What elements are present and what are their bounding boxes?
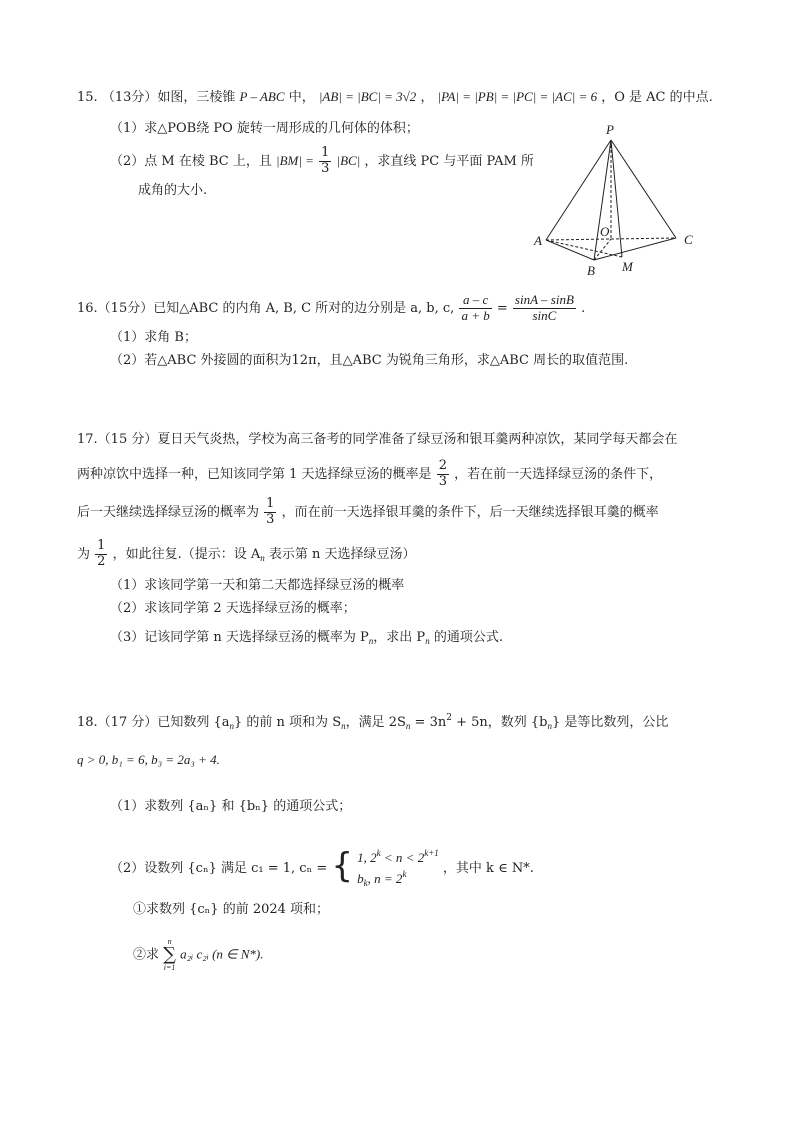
q16-fraction-left: $\frac{a - c}{a + b}$ — [461, 292, 490, 323]
q18-sub1: ①求数列 {cₙ} 的前 2024 项和； — [133, 902, 330, 917]
q15-part2-cont: 成角的大小. — [138, 183, 208, 198]
q15-eq1: |AB| = |BC| = 3√2 — [318, 89, 417, 104]
pyramid-figure — [526, 118, 726, 278]
q15-score: （13分）如图，三棱锥 — [101, 90, 236, 105]
label-A: A — [534, 233, 542, 248]
q15-part2: （2）点 M 在棱 BC 上，且 |BM| = $\frac{1}{3}$ |BC| ，求直线 PC 与平面 PAM 所 — [110, 145, 534, 176]
label-P: P — [606, 122, 614, 137]
q15-fraction: $\frac{1}{3}$ — [321, 145, 330, 176]
q17-line3: 后一天继续选择绿豆汤的概率为 $\frac{1}{3}$ ，而在前一天选择银耳羹的条件下，后一天继续选择银耳羹的概率 — [77, 496, 659, 527]
q17-part1: （1）求该同学第一天和第二天都选择绿豆汤的概率 — [110, 578, 405, 593]
q15-tail: ，O 是 AC 的中点. — [601, 90, 713, 105]
q17-part2: （2）求该同学第 2 天选择绿豆汤的概率； — [110, 601, 356, 616]
q18-part2: （2）设数列 {cₙ} 满足 c₁ = 1, cₙ = { 1, $2^k < n < 2^{k+1}$ $b_k$, $n = 2^k$ ，其中 k ∈ N*. — [110, 847, 534, 890]
q15-part1: （1）求△POB绕 PO 旋转一周形成的几何体的体积； — [110, 121, 419, 136]
q15-header: 15. （13分）如图，三棱锥 P – ABC 中， |AB| = |BC| = 3√2 ， |PA| = |PB| = |PC| = |AC| = 6 ，O 是 AC 的中点. — [77, 89, 713, 105]
q17-line2: 两种凉饮中选择一种，已知该同学第 1 天选择绿豆汤的概率是 $\frac{2}{3}$ ，若在前一天选择绿豆汤的条件下， — [77, 458, 663, 489]
label-O: O — [600, 224, 610, 239]
q18-sum-symbol: n ∑ i=1 — [163, 937, 177, 972]
q18-line2: q > 0, b₁ = 6, b₃ = 2a₃ + 4. — [77, 752, 220, 767]
q15-number: 15. — [77, 90, 98, 105]
q16-fraction-right: $\frac{\sin A - \sin B}{\sin C}$ — [514, 292, 574, 323]
q17-line1: 17.（15 分）夏日天气炎热，学校为高三备考的同学准备了绿豆汤和银耳羹两种凉饮，某同学每天都会在 — [77, 432, 678, 447]
label-C: C — [684, 232, 693, 247]
q17-line4: 为 $\frac{1}{2}$ ，如此往复.（提示：设 $A_n$ 表示第 n 天选择绿豆汤） — [77, 538, 416, 569]
label-M: M — [622, 259, 633, 274]
q18-line1: 18.（17 分）已知数列 $\{a_n\}$ 的前 n 项和为 $S_n$，满足 $2S_n = 3n^2 + 5n$，数列 $\{b_n\}$ 是等比数列，公比 — [77, 713, 669, 731]
q16-header: 16.（15分）已知△ABC 的内角 A, B, C 所对的边分别是 a, b, c, $\frac{a - c}{a + b}$ = $\frac{\sin A - \sin B}{\sin C}$ . — [77, 292, 586, 323]
q18-sub2: ②求 n ∑ i=1 a₂ᵢ c₂ᵢ (n ∈ N*). — [133, 937, 264, 972]
q17-part3: （3）记该同学第 n 天选择绿豆汤的概率为 $P_n$，求出 $P_n$ 的通项公式. — [110, 630, 503, 646]
q15-eq2: |PA| = |PB| = |PC| = |AC| = 6 — [437, 89, 598, 104]
label-B: B — [587, 263, 595, 278]
q15-pabc: P – ABC — [239, 89, 285, 104]
q18-piecewise: 1, $2^k < n < 2^{k+1}$ $b_k$, $n = 2^k$ — [357, 848, 439, 888]
q16-part2: （2）若△ABC 外接圆的面积为12π，且△ABC 为锐角三角形，求△ABC 周长的取值范围. — [110, 353, 629, 368]
q18-part1: （1）求数列 {aₙ} 和 {bₙ} 的通项公式； — [110, 799, 352, 814]
q16-part1: （1）求角 B； — [110, 330, 197, 345]
